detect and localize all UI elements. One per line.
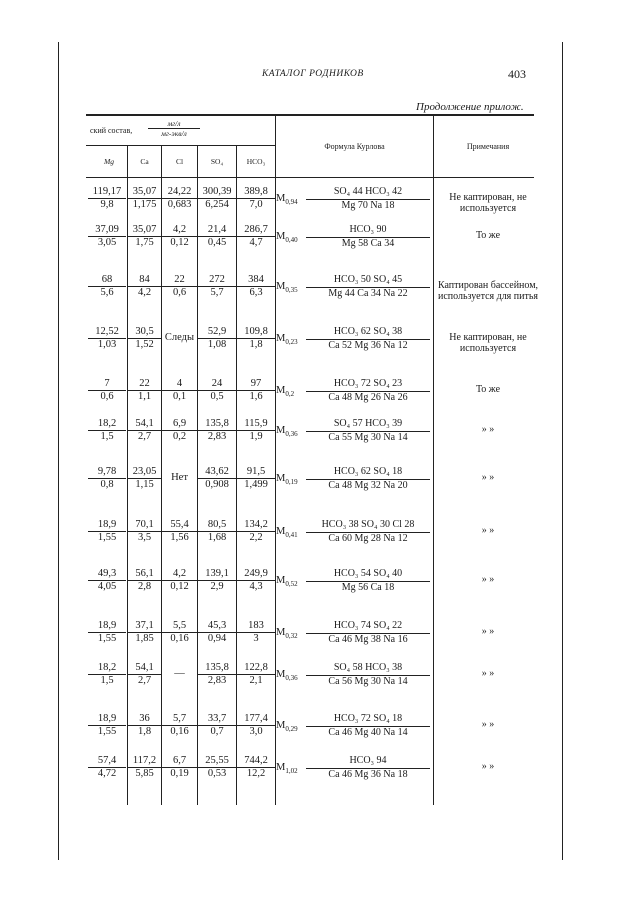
cell-so4 [198,418,236,443]
formula-cations: Mg 56 Ca 18 [341,582,395,593]
col-divider [275,114,276,805]
formula-cations: Ca 48 Mg 32 Na 20 [328,480,408,491]
formula-cations: Ca 55 Mg 30 Na 14 [328,432,408,443]
formula-anions: HCO₃ 90 [349,224,387,235]
formula-anions: HCO₃ 54 SO₄ 40 [333,568,403,579]
cell-so4 [198,519,236,544]
cell-denominator: 2,8 [137,581,152,592]
header-bottom-rule [86,177,534,178]
cell-denominator: 1,55 [97,726,117,737]
cell-hco3 [237,662,275,687]
cell-denominator: 5,85 [135,768,154,779]
cell-denominator: 2,7 [137,431,152,442]
cell-numerator: 22 [128,378,161,391]
cell-numerator: 109,8 [237,326,275,339]
row-note: » » [481,761,495,772]
cell-hco3 [237,418,275,443]
cell-denominator: 12,2 [246,768,266,779]
cell-hco3 [237,224,275,249]
cell-denominator: 1,03 [97,339,117,350]
cell-denominator: 1,499 [244,479,268,490]
formula-anions: SO₄ 44 HCO₃ 42 [333,186,403,197]
cell-denominator: 3,0 [249,726,263,737]
cell-mg [88,620,126,645]
cell-ca [128,378,161,403]
mineralization-mark: $M_{0,2}$ [276,385,295,399]
row-note: Не каптирован, не используется [449,332,527,354]
row-note: То же [475,230,501,241]
cell-denominator: 0,16 [170,633,189,644]
cell-mg [88,755,126,780]
cell-mg [88,378,126,403]
cell-numerator: 384 [237,274,275,287]
cell-denominator: 4,2 [137,287,152,298]
cell-hco3 [237,466,275,491]
formula-anions: HCO₃ 72 SO₄ 18 [333,713,403,724]
formula-cations: Mg 44 Ca 34 Na 22 [328,288,408,299]
formula-anions: HCO₃ 38 SO₄ 30 Cl 28 [321,519,415,530]
cell-denominator: 1,68 [207,532,227,543]
cell-denominator: 0,53 [207,768,227,779]
row-note: » » [481,574,495,585]
col-header-notes: Примечания [466,142,510,151]
cell-hco3 [237,186,275,211]
cell-denominator: 6,3 [249,287,263,298]
cell-denominator: 1,08 [207,339,227,350]
cell-numerator: 286,7 [237,224,275,237]
cell-denominator: 0,6 [172,287,187,298]
formula-anions: HCO₃ 72 SO₄ 23 [333,378,403,389]
formula-anions: HCO₃ 50 SO₄ 45 [333,274,403,285]
cell-numerator: 4 [162,378,197,391]
cell-numerator: 24,22 [162,186,197,199]
cell-denominator: 0,683 [167,199,192,210]
page-number: 403 [508,67,526,81]
cell-cl [162,519,197,544]
cell-hco3 [237,326,275,351]
cell-numerator: 21,4 [198,224,236,237]
cell-denominator: 2,9 [210,581,224,592]
cell-numerator: 24 [198,378,236,391]
cell-numerator: 18,9 [88,620,126,633]
cell-numerator: 12,52 [88,326,126,339]
cell-numerator: 30,5 [128,326,161,339]
cell-hco3 [237,620,275,645]
cell-ca [128,662,161,687]
row-note: » » [481,719,495,730]
col-header-cl: Cl [175,157,184,166]
cell-denominator: 1,75 [135,237,154,248]
cell-numerator: 183 [237,620,275,633]
cell-numerator: 4,2 [162,568,197,581]
cell-numerator: 57,4 [88,755,126,768]
subheader-rule [86,145,276,146]
cell-numerator: 37,09 [88,224,126,237]
cell-numerator: 54,1 [128,662,161,675]
cell-numerator: 80,5 [198,519,236,532]
row-note: » » [481,626,495,637]
cell-numerator: 139,1 [198,568,236,581]
cell-ca [128,620,161,645]
cell-numerator: 22 [162,274,197,287]
cell-denominator: 0,5 [210,391,224,402]
left-margin-rule [58,42,59,860]
mineralization-mark: $M_{0,23}$ [276,333,298,347]
cell-denominator: 2,7 [137,675,152,686]
cell-cl [162,568,197,593]
formula-cations: Ca 60 Mg 28 Na 12 [328,533,408,544]
row-note: То же [475,384,501,395]
cell-so4 [198,186,236,211]
cell-numerator: 5,5 [162,620,197,633]
cell-numerator: 9,78 [88,466,126,479]
cell-so4 [198,274,236,299]
cell-denominator: 7,0 [249,199,263,210]
cell-denominator: 1,52 [135,339,154,350]
mineralization-mark: $M_{0,40}$ [276,231,298,245]
units-fraction: мг/л мг-экв/л [148,119,200,138]
cell-hco3 [237,755,275,780]
cell-so4 [198,755,236,780]
cell-numerator: 49,3 [88,568,126,581]
cell-cl [162,418,197,443]
cell-cl [162,668,197,680]
cell-denominator: 1,175 [132,199,157,210]
formula-cations: Mg 70 Na 18 [341,200,395,211]
cell-numerator: 119,17 [88,186,126,199]
cell-numerator: 54,1 [128,418,161,431]
cell-numerator: 91,5 [237,466,275,479]
cell-ca [128,519,161,544]
cell-ca [128,568,161,593]
cell-denominator: 0,2 [172,431,187,442]
col-header-ca: Ca [140,157,149,166]
cell-cl [162,713,197,738]
col-header-formula: Формула Курлова [324,142,385,151]
row-note: » » [481,668,495,679]
cell-numerator: 25,55 [198,755,236,768]
cell-numerator: 117,2 [128,755,161,768]
formula-anions: HCO₃ 94 [349,755,387,766]
col-divider [433,114,434,805]
mineralization-mark: $M_{1,02}$ [276,762,298,776]
cell-denominator: 1,5 [100,675,114,686]
cell-numerator: 177,4 [237,713,275,726]
cell-numerator: 68 [88,274,126,287]
cell-denominator: 1,9 [249,431,263,442]
row-note: Каптирован бассейном, используется для питья [437,280,539,302]
cell-numerator: 55,4 [162,519,197,532]
formula-cations: Ca 46 Mg 38 Na 16 [328,634,408,645]
cell-cl [162,224,197,249]
cell-numerator: 18,9 [88,713,126,726]
cell-cl [162,274,197,299]
cell-mg [88,274,126,299]
cell-numerator: 35,07 [128,186,161,199]
cell-mg [88,186,126,211]
cell-mg [88,466,126,491]
cell-cl [162,620,197,645]
mineralization-mark: $M_{0,35}$ [276,281,298,295]
cell-numerator: 135,8 [198,418,236,431]
composition-label: ский состав, [90,126,133,135]
formula-cations: Ca 56 Mg 30 Na 14 [328,676,408,687]
right-margin-rule [562,42,563,860]
cell-numerator: 18,2 [88,418,126,431]
mineralization-mark: $M_{0,32}$ [276,627,298,641]
col-header-mg: Mg [104,157,114,166]
mineralization-mark: $M_{0,41}$ [276,526,298,540]
cell-denominator: 1,55 [97,633,117,644]
cell-cl [162,755,197,780]
cell-denominator: 1,8 [137,726,152,737]
cell-ca [128,186,161,211]
cell-cl [162,378,197,403]
mineralization-mark: $M_{0,29}$ [276,720,298,734]
cell-hco3 [237,274,275,299]
cell-mg [88,519,126,544]
formula-anions: SO₄ 58 HCO₃ 38 [333,662,403,673]
cell-so4 [198,568,236,593]
cell-ca [128,713,161,738]
cell-denominator: 0,12 [170,581,189,592]
formula-cations: Ca 46 Mg 36 Na 18 [328,769,408,780]
cell-numerator: 43,62 [198,466,236,479]
cell-so4 [198,620,236,645]
cell-so4 [198,466,236,491]
cell-ca [128,418,161,443]
cell-cl [162,332,197,344]
cell-numerator: 249,9 [237,568,275,581]
row-note: Не каптирован, не используется [449,192,527,214]
cell-denominator: 1,1 [137,391,152,402]
cell-so4 [198,224,236,249]
cell-denominator: 0,908 [205,479,229,490]
formula-cations: Mg 58 Ca 34 [341,238,395,249]
cell-hco3 [237,519,275,544]
cell-denominator: 5,6 [100,287,114,298]
cell-denominator: 2,1 [249,675,263,686]
cell-numerator: 389,8 [237,186,275,199]
cell-numerator: 6,7 [162,755,197,768]
cell-denominator: 4,72 [97,768,117,779]
cell-numerator: 6,9 [162,418,197,431]
cell-numerator: 4,2 [162,224,197,237]
cell-so4 [198,326,236,351]
cell-denominator: 0,45 [207,237,227,248]
cell-denominator: 1,56 [170,532,189,543]
cell-denominator: 6,254 [205,199,229,210]
cell-numerator: 97 [237,378,275,391]
cell-cl [162,186,197,211]
cell-numerator: 272 [198,274,236,287]
cell-denominator: 9,8 [100,199,114,210]
cell-value: — [174,668,185,679]
cell-denominator: 3,5 [137,532,152,543]
cell-numerator: 18,9 [88,519,126,532]
cell-denominator: 0,1 [172,391,187,402]
cell-denominator: 4,05 [97,581,117,592]
cell-numerator: 56,1 [128,568,161,581]
cell-numerator: 135,8 [198,662,236,675]
cell-mg [88,326,126,351]
cell-so4 [198,662,236,687]
mineralization-mark: $M_{0,36}$ [276,669,298,683]
cell-denominator: 0,12 [170,237,189,248]
cell-numerator: 36 [128,713,161,726]
cell-ca [128,326,161,351]
cell-ca [128,755,161,780]
formula-anions: HCO₃ 62 SO₄ 18 [333,466,403,477]
col-header-so4: SO₄ [210,157,224,166]
cell-numerator: 744,2 [237,755,275,768]
row-note: » » [481,424,495,435]
cell-so4 [198,378,236,403]
cell-denominator: 3,05 [97,237,117,248]
running-title: КАТАЛОГ РОДНИКОВ [262,69,364,79]
cell-denominator: 4,3 [249,581,263,592]
cell-denominator: 1,55 [97,532,117,543]
cell-numerator: 134,2 [237,519,275,532]
cell-mg [88,418,126,443]
cell-denominator: 2,2 [249,532,263,543]
cell-value: Следы [164,332,195,343]
cell-denominator: 2,83 [207,675,227,686]
cell-ca [128,466,161,491]
continuation-label: Продолжение прилож. [416,101,524,113]
cell-numerator: 70,1 [128,519,161,532]
cell-mg [88,568,126,593]
cell-hco3 [237,713,275,738]
cell-denominator: 0,7 [210,726,224,737]
cell-numerator: 84 [128,274,161,287]
table-top-rule [86,114,534,116]
cell-numerator: 18,2 [88,662,126,675]
cell-mg [88,224,126,249]
mineralization-mark: $M_{0,94}$ [276,193,298,207]
cell-denominator: 1,15 [135,479,154,490]
cell-denominator: 1,85 [135,633,154,644]
cell-denominator: 1,8 [249,339,263,350]
cell-numerator: 37,1 [128,620,161,633]
cell-ca [128,224,161,249]
cell-numerator: 122,8 [237,662,275,675]
cell-numerator: 45,3 [198,620,236,633]
cell-mg [88,713,126,738]
cell-denominator: 0,16 [170,726,189,737]
cell-denominator: 1,5 [100,431,114,442]
cell-denominator: 1,6 [249,391,263,402]
cell-denominator: 3 [253,633,259,644]
cell-numerator: 23,05 [128,466,161,479]
formula-cations: Ca 52 Mg 36 Na 12 [328,340,408,351]
cell-denominator: 0,8 [100,479,114,490]
formula-cations: Ca 48 Mg 26 Na 26 [328,392,408,403]
row-note: » » [481,525,495,536]
formula-anions: HCO₃ 62 SO₄ 38 [333,326,403,337]
cell-numerator: 300,39 [198,186,236,199]
cell-hco3 [237,378,275,403]
cell-numerator: 33,7 [198,713,236,726]
cell-value: Нет [171,472,188,483]
mineralization-mark: $M_{0,36}$ [276,425,298,439]
formula-anions: HCO₃ 74 SO₄ 22 [333,620,403,631]
cell-numerator: 5,7 [162,713,197,726]
cell-denominator: 4,7 [249,237,263,248]
mineralization-mark: $M_{0,19}$ [276,473,298,487]
formula-cations: Ca 46 Mg 40 Na 14 [328,727,408,738]
cell-numerator: 35,07 [128,224,161,237]
cell-denominator: 2,83 [207,431,227,442]
cell-denominator: 5,7 [210,287,224,298]
col-header-hco3: HCO₃ [246,157,266,166]
cell-cl [162,472,197,484]
cell-so4 [198,713,236,738]
cell-hco3 [237,568,275,593]
cell-numerator: 7 [88,378,126,391]
cell-numerator: 115,9 [237,418,275,431]
row-note: » » [481,472,495,483]
cell-denominator: 0,94 [207,633,227,644]
formula-anions: SO₄ 57 HCO₃ 39 [333,418,403,429]
cell-numerator: 52,9 [198,326,236,339]
cell-denominator: 0,19 [170,768,189,779]
cell-denominator: 0,6 [100,391,114,402]
cell-mg [88,662,126,687]
mineralization-mark: $M_{0,52}$ [276,575,298,589]
cell-ca [128,274,161,299]
